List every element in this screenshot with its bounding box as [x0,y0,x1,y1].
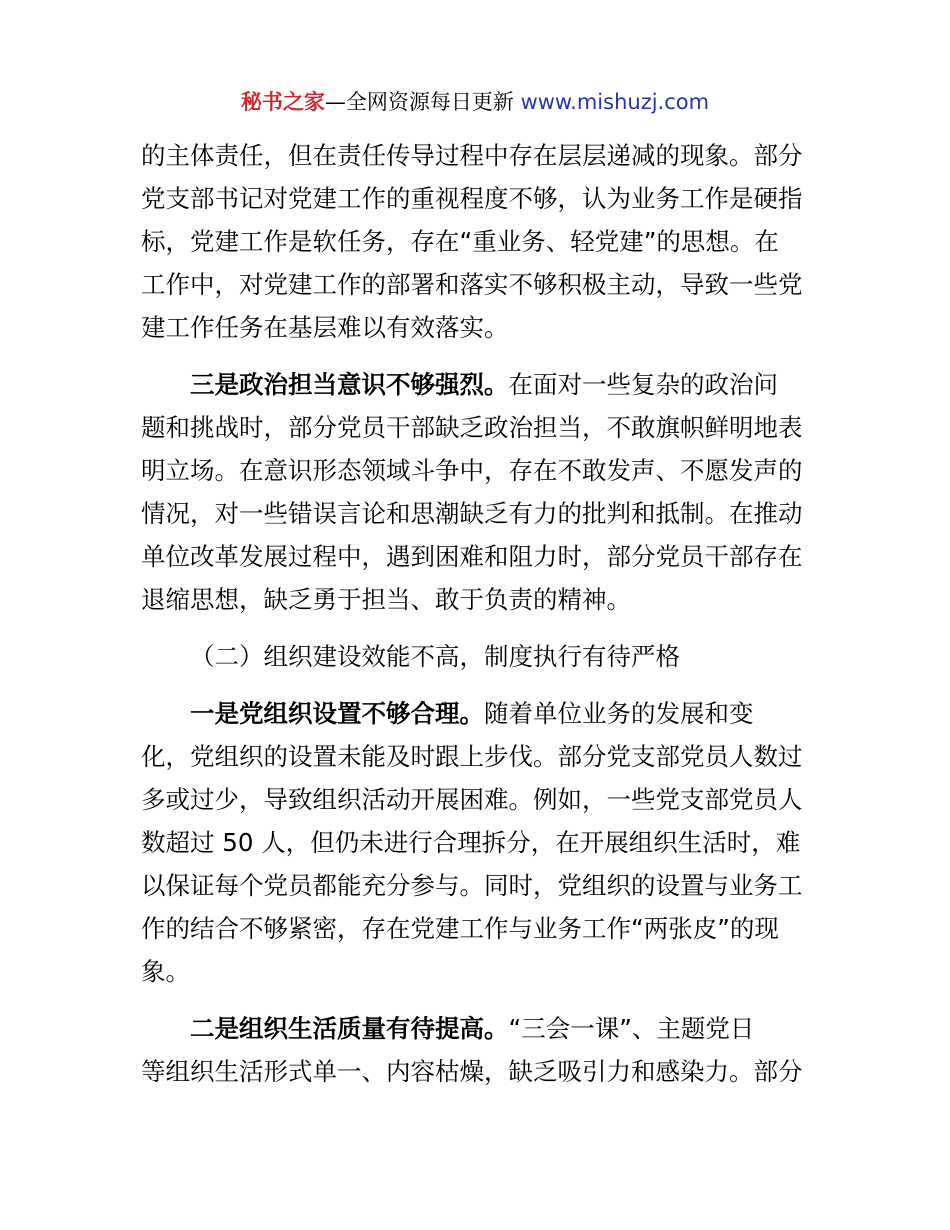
site-brand: 秘书之家 [240,90,325,114]
text-line: 多或过少，导致组织活动开展困难。例如，一些党支部党员人 [141,785,803,814]
paragraph-4 [141,1007,813,1093]
site-header [0,86,950,118]
text-line: 的主体责任，但在责任传导过程中存在层层递减的现象。部分 [141,141,803,170]
paragraph-1 [141,134,813,349]
paragraph-heading: 三是政治担当意识不够强烈。 [190,370,509,399]
text-line: 建工作任务在基层难以有效落实。 [141,313,509,342]
text-line: 工作中，对党建工作的部署和落实不够积极主动，导致一些党 [141,270,803,299]
text-line: 情况，对一些错误言论和思潮缺乏有力的批判和抵制。在推动 [141,499,803,528]
section-title: （二）组织建设效能不高，制度执行有待严格 [190,642,680,671]
text-line: 等组织生活形式单一、内容枯燥，缺乏吸引力和感染力。部分 [141,1057,803,1086]
text-line: 党支部书记对党建工作的重视程度不够，认为业务工作是硬指 [141,184,803,213]
paragraph-heading: 一是党组织设置不够合理。 [190,699,484,728]
text-line: 数超过 50 人，但仍未进行合理拆分，在开展组织生活时，难 [141,828,801,857]
site-url-link[interactable]: www.mishuzj.com [520,90,710,114]
text-line: 以保证每个党员都能充分参与。同时，党组织的设置与业务工 [141,871,803,900]
paragraph-first-line [141,363,813,406]
text-line: 象。 [141,957,190,986]
section-heading [141,635,813,678]
text-line: 作的结合不够紧密，存在党建工作与业务工作“两张皮”的现 [141,914,779,943]
text-line: 单位改革发展过程中，遇到困难和阻力时，部分党员干部存在 [141,542,803,571]
text-line: 题和挑战时，部分党员干部缺乏政治担当，不敢旗帜鲜明地表 [141,413,803,442]
paragraph-text: 随着单位业务的发展和变 [484,699,754,728]
text-line: 明立场。在意识形态领域斗争中，存在不敢发声、不愿发声的 [141,456,803,485]
paragraph-first-line [141,692,813,735]
paragraph-first-line [141,1007,813,1050]
text-line: 退缩思想，缺乏勇于担当、敢于负责的精神。 [141,585,631,614]
document-body [141,134,813,1093]
paragraph-heading: 二是组织生活质量有待提高。 [190,1014,509,1043]
site-tagline: —全网资源每日更新 [324,90,521,114]
text-line: 标，党建工作是软任务，存在“重业务、轻党建”的思想。在 [141,227,779,256]
paragraph-text: 在面对一些复杂的政治问 [508,370,778,399]
paragraph-3 [141,692,813,993]
paragraph-2 [141,363,813,621]
text-line: 化，党组织的设置未能及时跟上步伐。部分党支部党员人数过 [141,742,803,771]
paragraph-text: “三会一课”、主题党日 [508,1014,755,1043]
